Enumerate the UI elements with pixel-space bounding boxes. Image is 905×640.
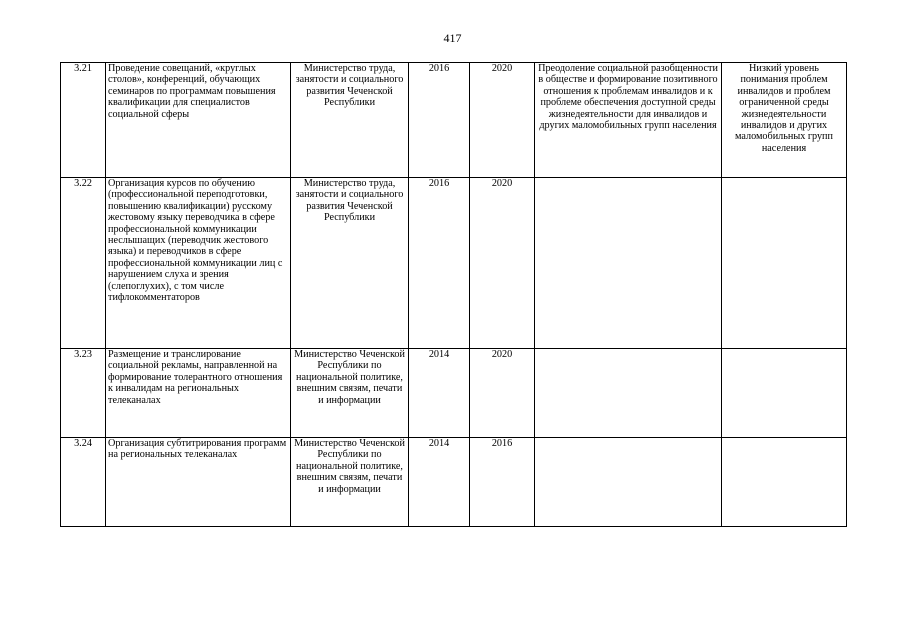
year-start: 2014 bbox=[409, 349, 470, 438]
table-row bbox=[61, 349, 847, 438]
year-start: 2014 bbox=[409, 438, 470, 527]
executor: Министерство труда, занятости и социального развития Чеченской Республики bbox=[291, 178, 409, 349]
measure-name: Проведение совещаний, «круглых столов», конференций, обучающих семинаров по программам повышения квалификации для специалистов социальной сферы bbox=[106, 63, 291, 178]
row-number: 3.22 bbox=[61, 178, 106, 349]
problem-description bbox=[722, 349, 847, 438]
executor: Министерство труда, занятости и социального развития Чеченской Республики bbox=[291, 63, 409, 178]
year-end: 2020 bbox=[470, 63, 535, 178]
row-number: 3.24 bbox=[61, 438, 106, 527]
expected-result: Преодоление социальной разобщенности в обществе и формирование позитивного отношения к проблемам инвалидов и к проблеме обеспечения доступной среды жизнедеятельности для инвалидов и других маломобильных групп населения bbox=[535, 63, 722, 178]
table-row bbox=[61, 63, 847, 178]
expected-result bbox=[535, 349, 722, 438]
table-row bbox=[61, 438, 847, 527]
executor: Министерство Чеченской Республики по национальной политике, внешним связям, печати и информации bbox=[291, 349, 409, 438]
expected-result bbox=[535, 178, 722, 349]
row-number: 3.23 bbox=[61, 349, 106, 438]
row-number: 3.21 bbox=[61, 63, 106, 178]
year-start: 2016 bbox=[409, 63, 470, 178]
problem-description: Низкий уровень понимания проблем инвалидов и проблем ограниченной среды жизнедеятельности инвалидов и других маломобильных групп населения bbox=[722, 63, 847, 178]
year-end: 2020 bbox=[470, 349, 535, 438]
year-end: 2020 bbox=[470, 178, 535, 349]
measure-name: Организация субтитрирования программ на региональных телеканалах bbox=[106, 438, 291, 527]
measures-table bbox=[60, 62, 847, 527]
problem-description bbox=[722, 438, 847, 527]
table-row bbox=[61, 178, 847, 349]
problem-description bbox=[722, 178, 847, 349]
executor: Министерство Чеченской Республики по национальной политике, внешним связям, печати и информации bbox=[291, 438, 409, 527]
measure-name: Размещение и транслирование социальной рекламы, направленной на формирование толерантного отношения к инвалидам на региональных телеканалах bbox=[106, 349, 291, 438]
year-start: 2016 bbox=[409, 178, 470, 349]
measure-name: Организация курсов по обучению (профессиональной переподготовки, повышению квалификации) русскому жестовому языку переводчика в сфере профессиональной коммуникации неслышащих (переводчик жестового языка) и переводчиков в сфере профессиональной коммуникации лиц с нарушением слуха и зрения (слепоглухих), с том числе тифлокомментаторов bbox=[106, 178, 291, 349]
year-end: 2016 bbox=[470, 438, 535, 527]
expected-result bbox=[535, 438, 722, 527]
page-number: 417 bbox=[443, 31, 462, 45]
